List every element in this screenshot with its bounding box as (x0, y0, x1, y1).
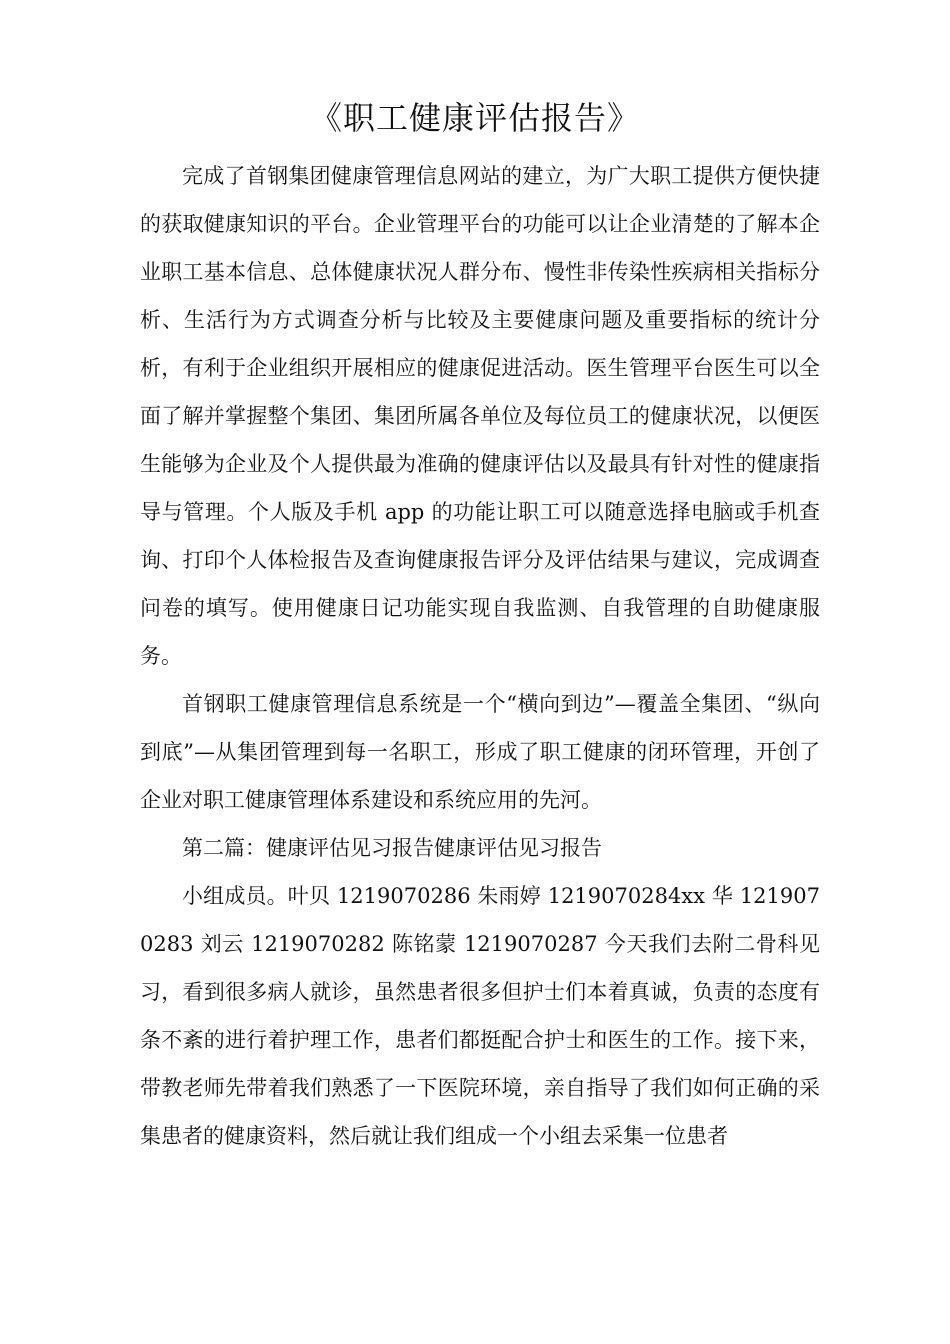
section-heading: 第二篇：健康评估见习报告健康评估见习报告 (182, 836, 602, 860)
document-body (140, 152, 820, 1160)
paragraph-system-summary: 首钢职工健康管理信息系统是一个“横向到边”—覆盖全集团、“纵向到底”—从集团管理到每一名职工，形成了职工健康的闭环管理，开创了企业对职工健康管理体系建设和系统应用的先河。 (140, 692, 820, 812)
paragraph-platform-overview: 完成了首钢集团健康管理信息网站的建立，为广大职工提供方便快捷的获取健康知识的平台。企业管理平台的功能可以让企业清楚的了解本企业职工基本信息、总体健康状况人群分布、慢性非传染性疾病相关指标分析、生活行为方式调查分析与比较及主要健康问题及重要指标的统计分析，有利于企业组织开展相应的健康促进活动。医生管理平台医生可以全面了解并掌握整个集团、集团所属各单位及每位员工的健康状况，以便医生能够为企业及个人提供最为准确的健康评估以及最具有针对性的健康指导与管理。个人版及手机 app 的功能让职工可以随意选择电脑或手机查询、打印个人体检报告及查询健康报告评分及评估结果与建议，完成调查问卷的填写。使用健康日记功能实现自我监测、自我管理的自助健康服务。 (140, 164, 820, 668)
paragraph-internship-report: 小组成员。叶贝 1219070286 朱雨婷 1219070284xx 华 1219070283 刘云 1219070282 陈铭蒙 1219070287 今天我们去附二骨科见习，看到很多病人就诊，虽然患者很多但护士们本着真诚，负责的态度有条不紊的进行着护理工作，患者们都挺配合护士和医生的工作。接下来，带教老师先带着我们熟悉了一下医院环境，亲自指导了我们如何正确的采集患者的健康资料，然后就让我们组成一个小组去采集一位患者 (140, 884, 820, 1148)
document-title: 《职工健康评估报告》 (309, 99, 640, 137)
